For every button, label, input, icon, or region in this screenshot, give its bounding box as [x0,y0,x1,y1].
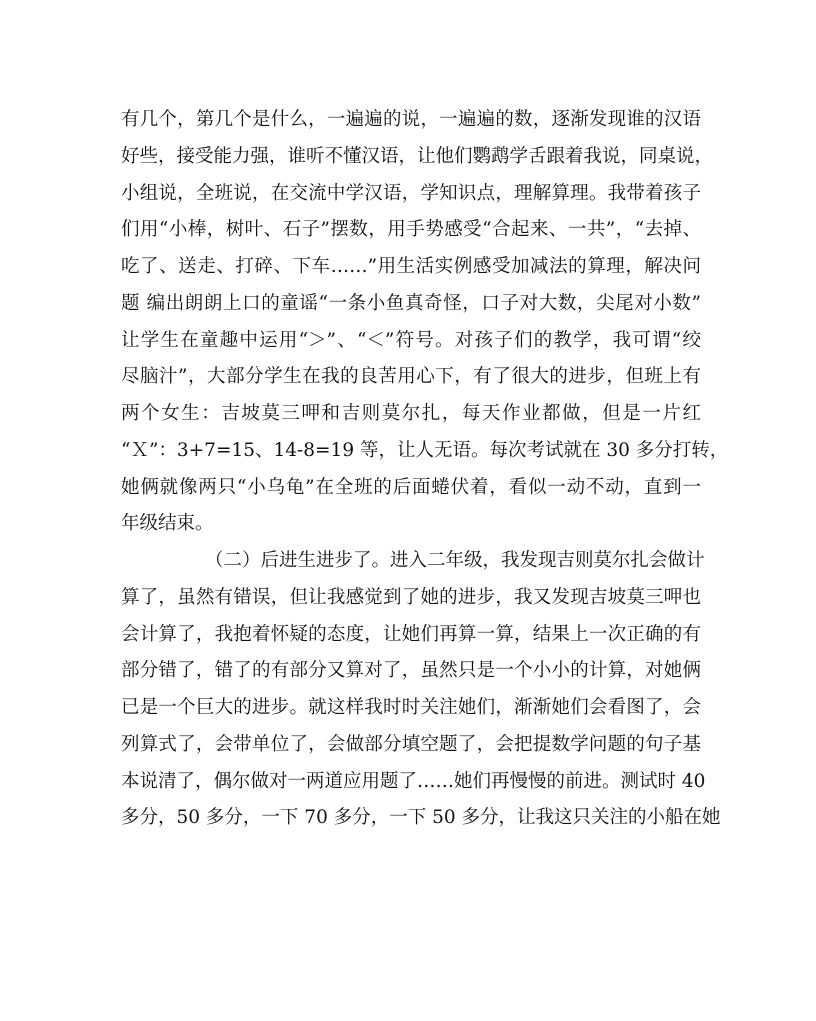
text-line: 两个女生：吉坡莫三呷和吉则莫尔扎，每天作业都做，但是一片红 [121,403,701,424]
text-line: 有几个，第几个是什么，一遍遍的说，一遍遍的数，逐渐发现谁的汉语 [121,109,701,130]
text-line: 部分错了，错了的有部分又算对了，虽然只是一个小小的计算，对她俩 [121,660,701,682]
text-line: 会计算了，我抱着怀疑的态度，让她们再算一算，结果上一次正确的有 [121,623,701,645]
section-heading-line: （二）后进生进步了。进入二年级，我发现吉则莫尔扎会做计 [205,550,705,571]
text-line: 本说清了，偶尔做对一两道应用题了……她们再慢慢的前进。测试时 40 [121,770,706,792]
text-line: 让学生在童趣中运用“＞”、“＜”符号。对孩子们的教学，我可谓“绞 [121,329,701,351]
text-line: 算了，虽然有错误，但让我感觉到了她的进步，我又发现吉坡莫三呷也 [121,586,701,608]
text-line: 她俩就像两只“小乌龟”在全班的后面蜷伏着，看似一动不动，直到一 [121,476,701,498]
text-line: “Ｘ”：3+7=15、14-8=19 等，让人无语。每次考试就在 30 多分打转， [121,439,729,461]
body-text [121,102,729,837]
text-line: 年级结束。 [121,513,214,535]
text-line: 们用“小棒，树叶、石子”摆数，用手势感受“合起来、一共”，“去掉、 [121,219,701,241]
text-line: 已是一个巨大的进步。就这样我时时关注她们，渐渐她们会看图了，会 [121,697,701,718]
text-line: 尽脑汁”，大部分学生在我的良苦用心下，有了很大的进步，但班上有 [121,366,701,388]
text-line: 题 编出朗朗上口的童谣“一条小鱼真奇怪，口子对大数，尖尾对小数” [121,292,701,314]
text-line: 多分，50 多分，一下 70 多分，一下 50 多分，让我这只关注的小船在她 [121,807,721,829]
text-line: 好些，接受能力强，谁听不懂汉语，让他们鹦鹉学舌跟着我说，同桌说， [121,145,714,167]
text-line: 列算式了，会带单位了，会做部分填空题了，会把提数学问题的句子基 [121,733,701,755]
text-line: 吃了、送走、打碎、下车……”用生活实例感受加减法的算理，解决问 [121,256,701,277]
text-line: 小组说，全班说，在交流中学汉语，学知识点，理解算理。我带着孩子 [121,182,701,204]
